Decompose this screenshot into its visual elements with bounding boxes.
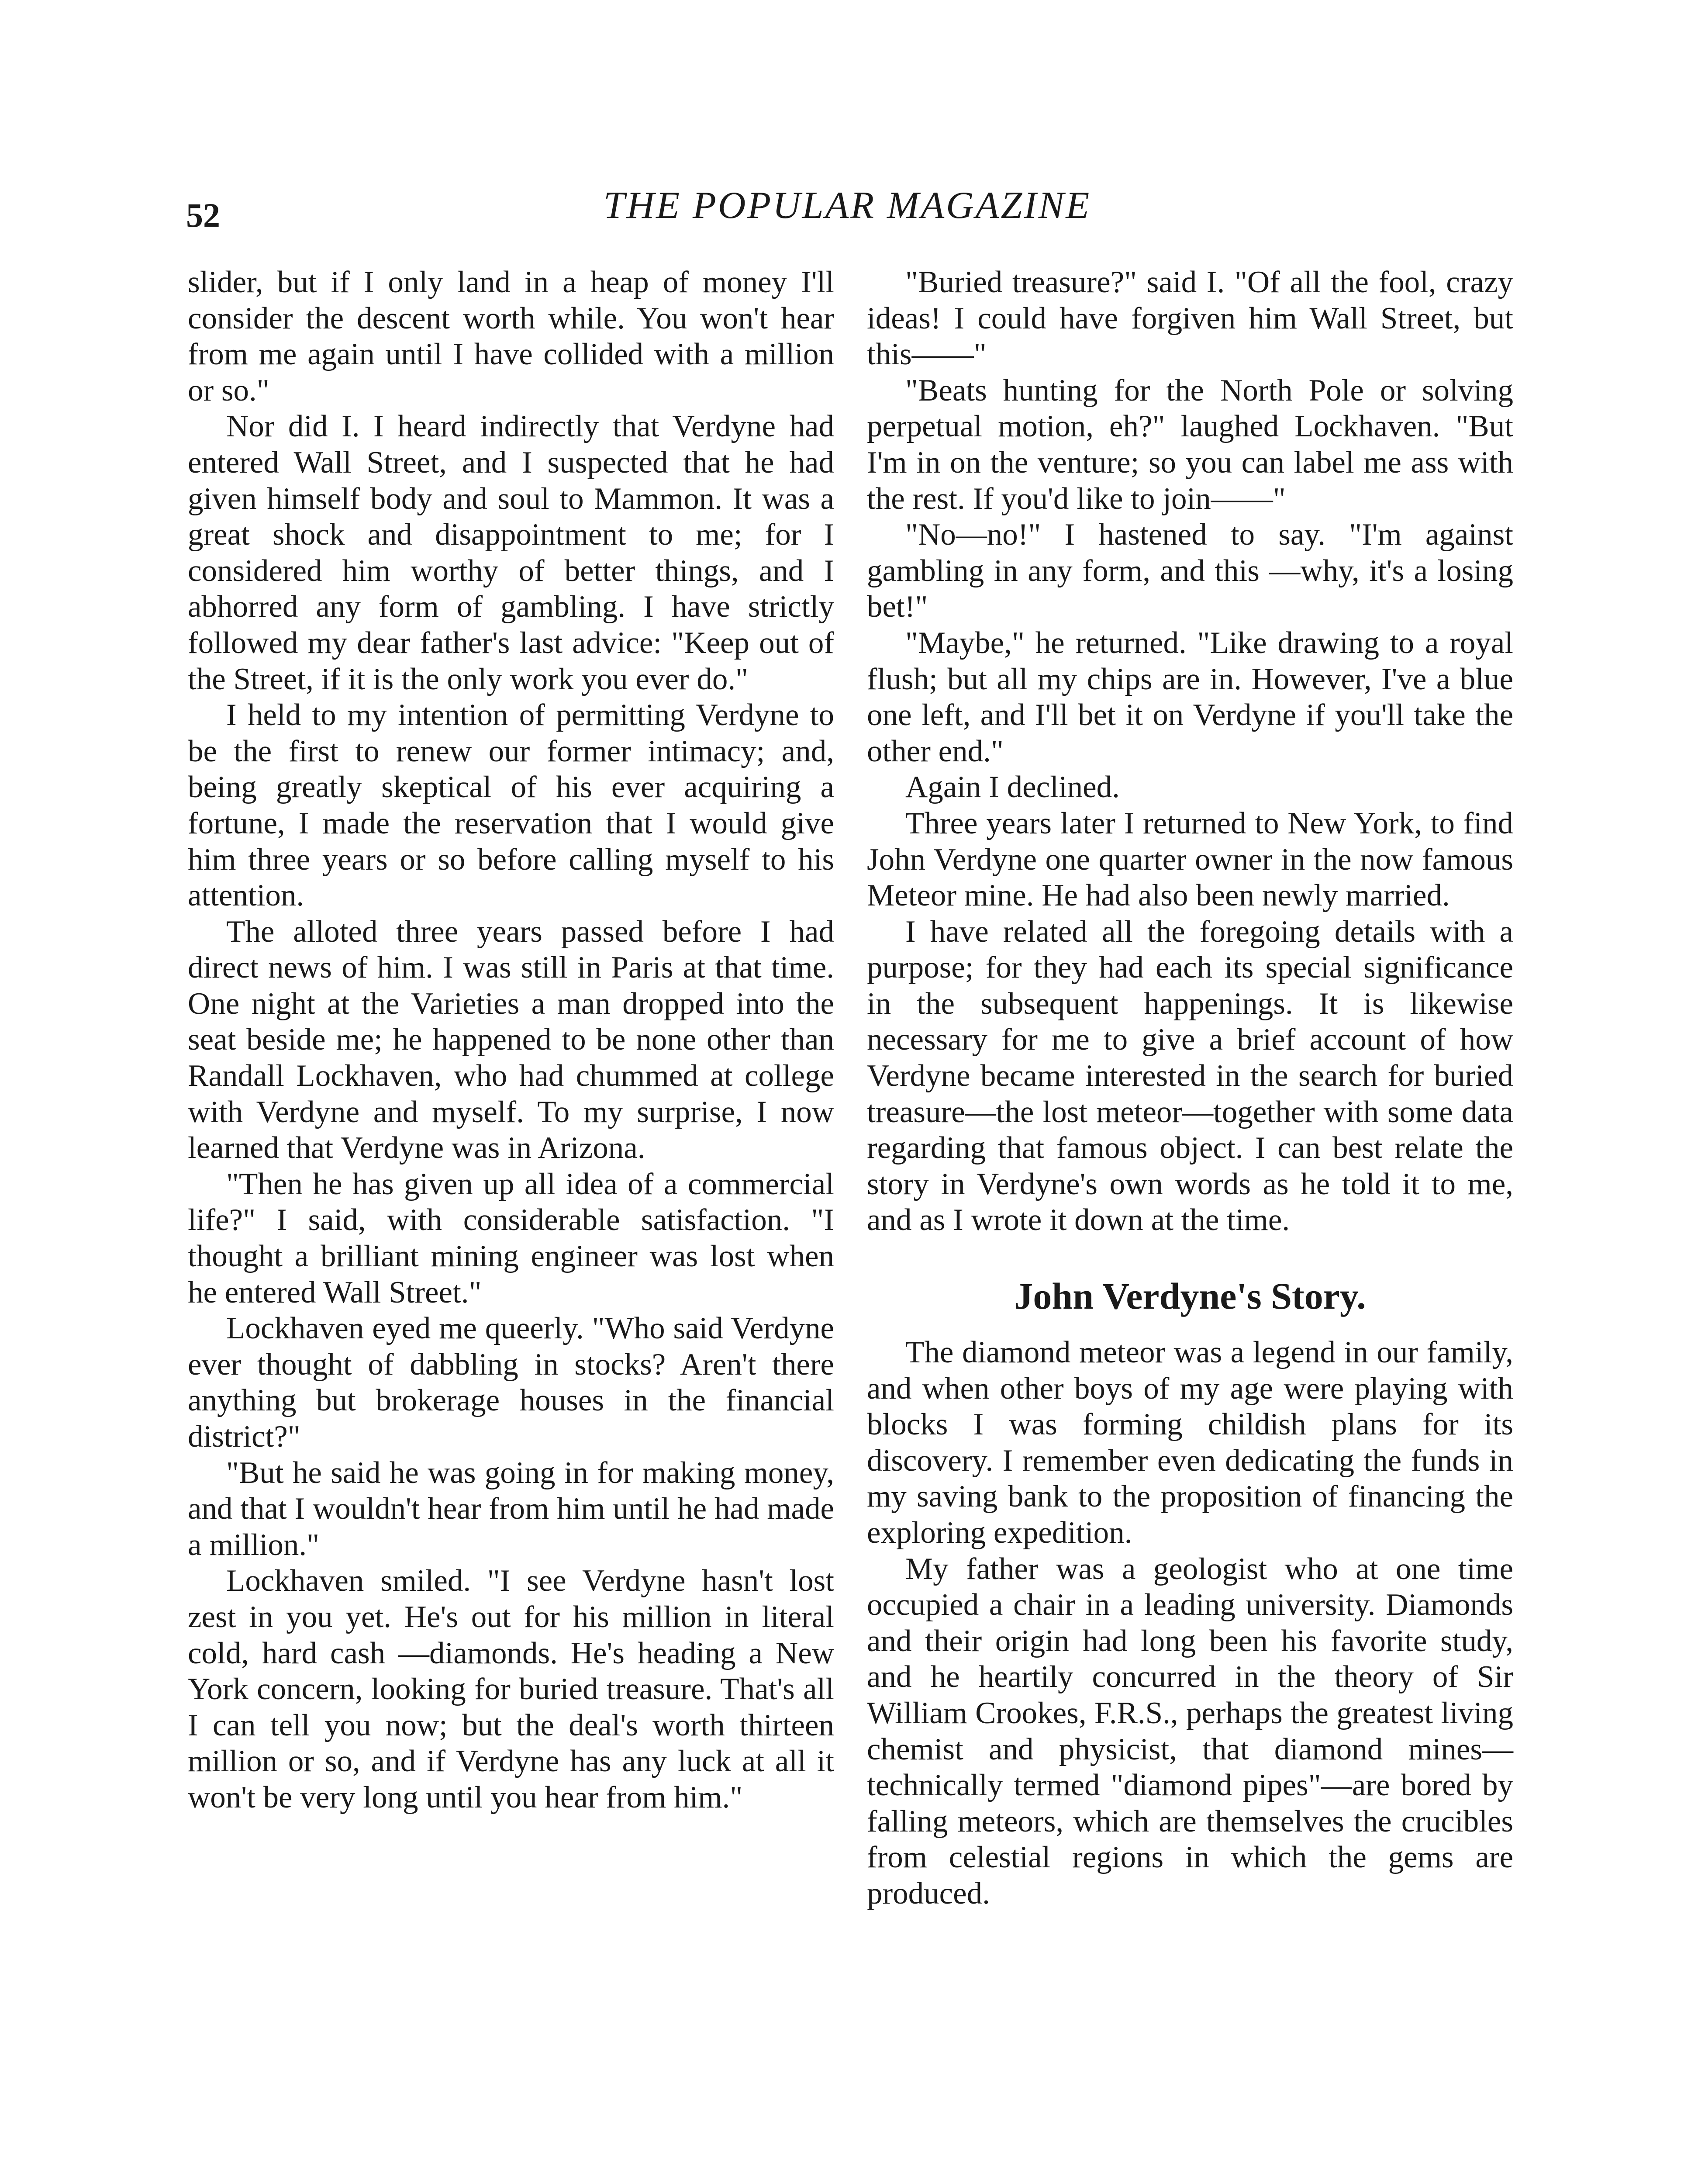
- paragraph: "No—no!" I hastened to say. "I'm against gambling in any form, and this —why, it's a losing bet!": [867, 518, 1513, 624]
- left-column: [188, 264, 834, 1816]
- paragraph: "Maybe," he returned. "Like drawing to a royal flush; but all my chips are in. However, I've a blue one left, and I'll bet it on Verdyne if you'll take the other end.": [867, 625, 1513, 768]
- paragraph: Lockhaven eyed me queerly. "Who said Verdyne ever thought of dabbling in stocks? Aren't there anything but brokerage houses in the financial district?": [188, 1311, 834, 1454]
- paragraph: My father was a geologist who at one time occupied a chair in a leading university. Diamonds and their origin had long been his favorite study, and he heartily concurred in the theory of Sir William Crookes, F.R.S., perhaps the greatest living chemist and physicist, that diamond mines—technically termed "diamond pipes"—are bored by falling meteors, which are themselves the crucibles from celestial regions in which the gems are produced.: [867, 1552, 1513, 1911]
- paragraph: Again I declined.: [905, 770, 1120, 805]
- paragraph: The alloted three years passed before I had direct news of him. I was still in Paris at that time. One night at the Varieties a man dropped into the seat beside me; he happened to be none other than Randall Lockhaven, who had chummed at college with Verdyne and myself. To my surprise, I now learned that Verdyne was in Arizona.: [188, 914, 834, 1165]
- paragraph: Three years later I returned to New York, to find John Verdyne one quarter owner in the now famous Meteor mine. He had also been newly married.: [867, 806, 1513, 913]
- paragraph: "Then he has given up all idea of a commercial life?" I said, with considerable satisfaction. "I thought a brilliant mining engineer was lost when he entered Wall Street.": [188, 1167, 834, 1310]
- paragraph: Nor did I. I heard indirectly that Verdyne had entered Wall Street, and I suspected that he had given himself body and soul to Mammon. It was a great shock and disappointment to me; for I considered him worthy of better things, and I abhorred any form of gambling. I have strictly followed my dear father's last advice: "Keep out of the Street, if it is the only work you ever do.": [188, 409, 834, 696]
- paragraph: Lockhaven smiled. "I see Verdyne hasn't lost zest in you yet. He's out for his million in literal cold, hard cash —diamonds. He's heading a New York concern, looking for buried treasure. That's all I can tell you now; but the deal's worth thirteen million or so, and if Verdyne has any luck at all it won't be very long until you hear from him.": [188, 1564, 834, 1814]
- running-head: THE POPULAR MAGAZINE: [603, 184, 1091, 227]
- paragraph: "But he said he was going in for making money, and that I wouldn't hear from him until he had made a million.": [188, 1455, 834, 1562]
- paragraph: The diamond meteor was a legend in our family, and when other boys of my age were playing with blocks I was forming childish plans for its discovery. I remember even dedicating the funds in my saving bank to the proposition of financing the exploring expedition.: [867, 1335, 1513, 1550]
- page-header: [183, 183, 1511, 240]
- paragraph: I have related all the foregoing details with a purpose; for they had each its special significance in the subsequent happenings. It is likewise necessary for me to give a brief account of how Verdyne became interested in the search for buried treasure—the lost meteor—together with some data regarding that famous object. I can best relate the story in Verdyne's own words as he told it to me, and as I wrote it down at the time.: [867, 914, 1513, 1237]
- paragraph: slider, but if I only land in a heap of money I'll consider the descent worth while. You won't hear from me again until I have collided with a million or so.": [188, 265, 834, 408]
- paragraph: I held to my intention of permitting Verdyne to be the first to renew our former intimacy; and, being greatly skeptical of his ever acquiring a fortune, I made the reservation that I would give him three years or so before calling myself to his attention.: [188, 698, 834, 913]
- right-column: [867, 264, 1513, 1912]
- paragraph: "Beats hunting for the North Pole or solving perpetual motion, eh?" laughed Lockhaven. "But I'm in on the venture; so you can label me ass with the rest. If you'd like to join——": [867, 373, 1513, 516]
- paragraph: "Buried treasure?" said I. "Of all the fool, crazy ideas! I could have forgiven him Wall Street, but this——": [867, 265, 1513, 372]
- section-heading: John Verdyne's Story.: [1014, 1275, 1366, 1317]
- page-number: 52: [186, 196, 220, 234]
